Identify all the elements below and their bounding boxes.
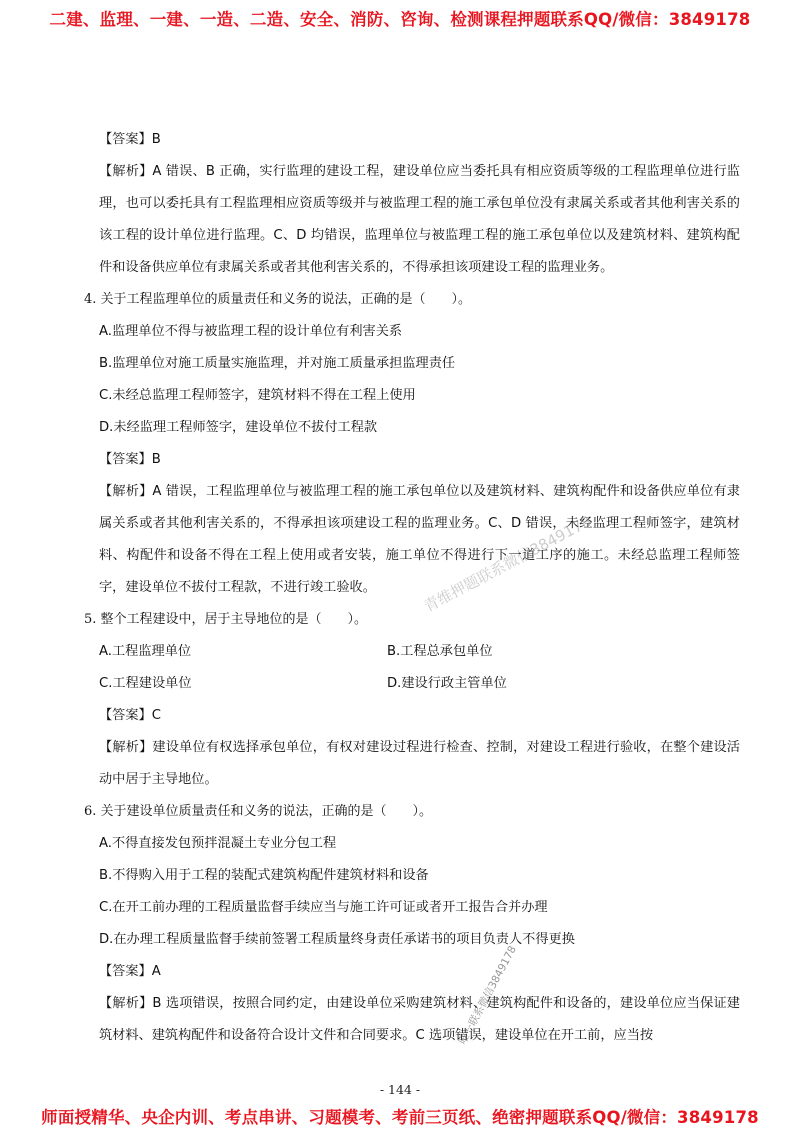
q5-option-a: A.工程监理单位 [99,644,192,659]
page-number: - 144 - [379,1082,421,1097]
answer-label-q6: 【答案】A [99,964,161,979]
answer-label-q5: 【答案】C [99,708,161,723]
page-content [80,124,740,1052]
watermark-small-text: 唯一联系微信3849178 [456,944,519,1047]
q6-option-a: A.不得直接发包预拌混凝土专业分包工程 [99,836,337,851]
q6-option-b: B.不得购入用于工程的装配式建筑构配件建筑材料和设备 [99,868,429,883]
q5-option-b: B.工程总承包单位 [387,644,493,659]
answer-label-q3: 【答案】B [99,132,161,147]
q4-option-a: A.监理单位不得与被监理工程的设计单位有利害关系 [99,324,403,339]
q5-option-c: C.工程建设单位 [99,676,192,691]
top-banner: 二建、监理、一建、一造、二造、安全、消防、咨询、检测课程押题联系QQ/微信：3849178 [49,10,751,29]
analysis-q5: 【解析】建设单位有权选择承包单位，有权对建设过程进行检查、控制，对建设工程进行验收，在整个建设活动中居于主导地位。 [99,740,740,787]
question-5-stem: 5. 整个工程建设中，居于主导地位的是（ ）。 [84,612,368,627]
q5-options-row-2 [80,668,740,700]
answer-label-q4: 【答案】B [99,452,161,467]
q6-option-d: D.在办理工程质量监督手续前签署工程质量终身责任承诺书的项目负责人不得更换 [99,932,575,947]
analysis-q3: 【解析】A 错误、B 正确，实行监理的建设工程，建设单位应当委托具有相应资质等级的工程监理单位进行监理，也可以委托具有工程监理相应资质等级并与被监理工程的施工承包单位没有隶属关系或者其他利害关系的该工程的设计单位进行监理。C、D 均错误，监理单位与被监理工程的施工承包单位以及建筑材料、建筑构配件和设备供应单位有隶属关系或者其他利害关系的，不得承担该项建设工程的监理业务。 [99,164,740,275]
question-6-stem: 6. 关于建设单位质量责任和义务的说法，正确的是（ ）。 [84,804,433,819]
watermark-text: 青维押题联系微信3849178 [420,512,595,616]
q4-option-d: D.未经监理工程师签字，建设单位不拔付工程款 [99,420,378,435]
q4-option-b: B.监理单位对施工质量实施监理，并对施工质量承担监理责任 [99,356,456,371]
question-4-stem: 4. 关于工程监理单位的质量责任和义务的说法，正确的是（ ）。 [84,292,472,307]
bottom-banner: 师面授精华、央企内训、考点串讲、习题模考、考前三页纸、绝密押题联系QQ/微信：3849178 [41,1108,759,1127]
q4-option-c: C.未经总监理工程师签字，建筑材料不得在工程上使用 [99,388,416,403]
q6-option-c: C.在开工前办理的工程质量监督手续应当与施工许可证或者开工报告合并办理 [99,900,548,915]
analysis-q6: 【解析】B 选项错误，按照合同约定，由建设单位采购建筑材料、建筑构配件和设备的，建设单位应当保证建筑材料、建筑构配件和设备符合设计文件和合同要求。C 选项错误，建设单位在开工前，应当按 [99,996,740,1043]
q5-option-d: D.建设行政主管单位 [387,676,507,691]
q5-options-row-1 [80,636,740,668]
analysis-q4: 【解析】A 错误，工程监理单位与被监理工程的施工承包单位以及建筑材料、建筑构配件和设备供应单位有隶属关系或者其他利害关系的，不得承担该项建设工程的监理业务。C、D 错误，未经监理工程师签字，建筑材料、构配件和设备不得在工程上使用或者安装，施工单位不得进行下一道工序的施工。未经总监理工程师签字，建设单位不拔付工程款，不进行竣工验收。 [99,484,740,595]
